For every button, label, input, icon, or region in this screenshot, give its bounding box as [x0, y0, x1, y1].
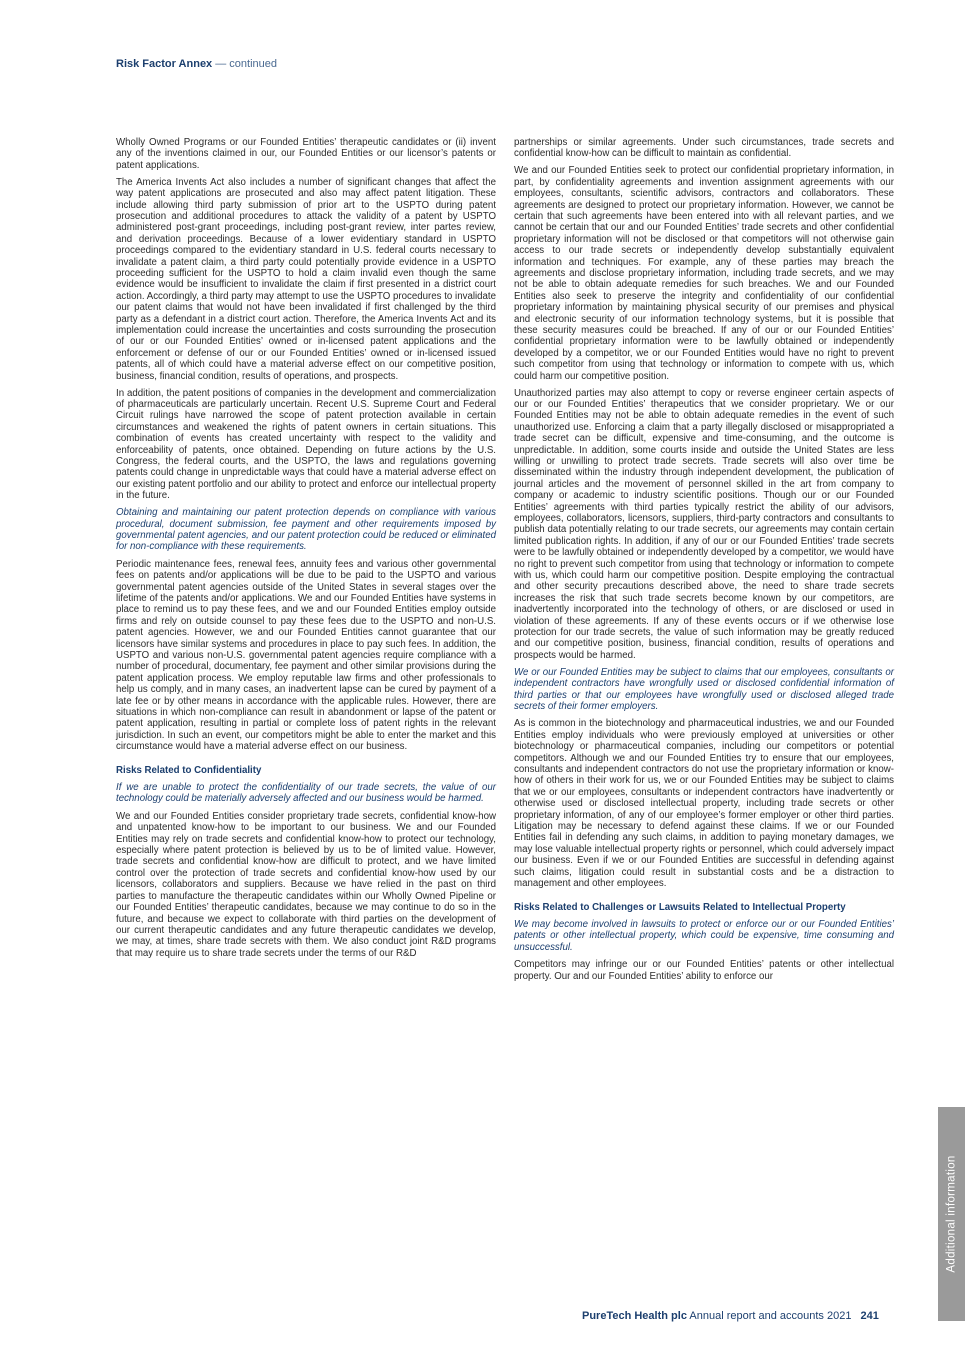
paragraph: We and our Founded Entities consider proprietary trade secrets, confidential know-how and unpatented know-how to be important to our business. We and our Founded Entities may rely on trade secrets and confidential know-how to protect our technology, especially where patent protection is believed by us to be of limited value. However, trade secrets and confidential know-how are difficult to protect, and we have limited control over the protection of trade secrets and confidential know-how used by our licensors, collaborators and suppliers. Because we have relied in the past on third parties to manufacture the therapeutic candidates within our Wholly Owned Pipeline or our Founded Entities’ therapeutic candidates, because we may continue to do so in the future, and because we expect to collaborate with third parties on the development of our current therapeutic candidates and any future therapeutic candidates we develop, we may, at times, share trade secrets with them. We also conduct joint R&D programs that may require us to share trade secrets under the terms of our R&D [116, 810, 496, 959]
right-column [514, 137, 894, 987]
paragraph: Competitors may infringe our or our Founded Entities’ patents or other intellectual property. Our and our Founded Entities’ ability to enforce our [514, 959, 894, 982]
continued-label: — continued [215, 58, 278, 70]
risk-subheading: Obtaining and maintaining our patent protection depends on compliance with various procedural, document submission, fee payment and other requirements imposed by governmental patent agencies, and our patent protection could be reduced or eliminated for non-compliance with these requirements. [116, 507, 496, 553]
footer-report: Annual report and accounts 2021 [689, 1310, 852, 1322]
section-title: Risk Factor Annex [116, 58, 213, 70]
page-footer [582, 1310, 879, 1322]
side-section-tab[interactable] [938, 1107, 965, 1321]
paragraph: In addition, the patent positions of companies in the development and commercialization of pharmaceuticals are particularly uncertain. Recent U.S. Supreme Court and Federal Circuit rulings have narrowed the scope of patent protection available in certain circumstances and weakened the rights of patent owners in certain situations. This combination of events has created uncertainty with respect to the validity and enforceability of patents, once obtained. Depending on future actions by the U.S. Congress, the federal courts, and the USPTO, the laws and regulations governing patents could change in unpredictable ways that could have a material adverse effect on our existing patent portfolio and our ability to protect and enforce our intellectual property in the future. [116, 387, 496, 502]
paragraph: Wholly Owned Programs or our Founded Entities’ therapeutic candidates or (ii) invent any of the inventions claimed in our, our Founded Entities or our licensor’s patents or patent applications. [116, 137, 496, 171]
paragraph: partnerships or similar agreements. Under such circumstances, trade secrets and confidential know-how can be difficult to maintain as confidential. [514, 137, 894, 160]
paragraph: As is common in the biotechnology and pharmaceutical industries, we and our Founded Entities employ individuals who were previously employed at universities or other biotechnology or pharmaceutical companies, including our competitors or potential competitors. Although we and our Founded Entities try to ensure that our employees, consultants and independent contractors do not use the proprietary information or know-how of others in their work for us, we or our Founded Entities may be subject to claims that we or our employees, consultants or independent contractors have inadvertently or otherwise used or disclosed intellectual property, including trade secrets or other proprietary information, of any of our employee’s former employer or other third parties. Litigation may be necessary to defend against these claims. If we or our Founded Entities fail in defending any such claims, in addition to paying monetary damages, we may lose valuable intellectual property rights or personnel, which could adversely impact our business. Even if we or our Founded Entities are successful in defending against such claims, litigation could result in substantial costs and be a distraction to management and other employees. [514, 718, 894, 890]
risk-subheading: We or our Founded Entities may be subject to claims that our employees, consultants or independent contractors have wrongfully used or disclosed confidential information of third parties or that our employees have wrongfully used or disclosed alleged trade secrets of their former employers. [514, 666, 894, 712]
footer-company: PureTech Health plc [582, 1310, 687, 1322]
risk-subheading: If we are unable to protect the confidentiality of our trade secrets, the value of our technology could be materially adversely affected and our business would be harmed. [116, 782, 496, 805]
paragraph: The America Invents Act also includes a number of significant changes that affect the way patent applications are prosecuted and also may affect patent litigation. These include allowing third party submission of prior art to the USPTO during patent prosecution and additional procedures to attack the validity of a patent by USPTO administered post-grant proceedings, including post-grant review, inter partes review, and derivation proceedings. Because of a lower evidentiary standard in USPTO proceedings compared to the evidentiary standard in U.S. federal courts necessary to invalidate a patent claim, a third party could potentially provide evidence in a USPTO proceeding sufficient for the USPTO to hold a claim invalid even though the same evidence would be insufficient to invalidate the claim if first presented in a district court action. Accordingly, a third party may attempt to use the USPTO procedures to invalidate our patent claims that would not have been invalidated if first challenged by the third party as a defendant in a district court action. Therefore, the America Invents Act and its implementation could increase the uncertainties and costs surrounding the prosecution of our or our Founded Entities’ owned or in-licensed patent applications and the enforcement or defense of our or our Founded Entities’ owned or in-licensed issued patents, all of which could have a material adverse effect on our competitive position, business, financial condition, results of operations, and prospects. [116, 176, 496, 382]
section-heading: Risks Related to Confidentiality [116, 764, 262, 776]
page-number: 241 [860, 1310, 879, 1322]
paragraph: We and our Founded Entities seek to protect our confidential proprietary information, in part, by confidentiality agreements and invention assignment agreements with our employees, consultants, scientific advisors, contractors and collaborators. These agreements are designed to protect our proprietary information. However, we cannot be certain that such agreements have been entered into with all relevant parties, and we cannot be certain that our and our Founded Entities’ trade secrets and other confidential proprietary information will not be disclosed or that competitors will not otherwise gain access to our trade secrets or independently develop substantially equivalent information and techniques. For example, any of these parties may breach the agreements and disclose proprietary information, including trade secrets, and we may not be able to obtain adequate remedies for such breaches. We and our Founded Entities also seek to preserve the integrity and confidentiality of our confidential proprietary information by maintaining physical security of our premises and physical and electronic security of our information technology systems, but it is possible that these security measures could be breached. If any of our or our Founded Entities’ confidential proprietary information were to be lawfully obtained or independently developed by a competitor, we or our Founded Entities would have no right to prevent such competitor from using that technology or information to compete with us, which could harm our competitive position. [514, 165, 894, 382]
paragraph: Unauthorized parties may also attempt to copy or reverse engineer certain aspects of our or our Founded Entities’ therapeutics that we consider proprietary. We or our Founded Entities may not be able to obtain adequate remedies in the event of such unauthorized use. Enforcing a claim that a party illegally disclosed or misappropriated a trade secret can be difficult, expensive and time-consuming, and the outcome is unpredictable. In addition, some courts inside and outside the United States are less willing or unwilling to protect trade secrets. Trade secrets will also over time be disseminated within the industry through independent development, the publication of journal articles and the movement of personnel skilled in the art from company to company or academic to industry scientific positions. Though our or our Founded Entities’ agreements with third parties typically restrict the ability of our advisors, employees, collaborators, licensors, suppliers, third-party contractors and consultants to publish data potentially relating to our trade secrets, our agreements may contain certain limited publication rights. In addition, if any of our or our Founded Entities’ trade secrets were to be lawfully obtained or independently developed by a competitor, we would have no right to prevent such competitor from using that technology or information to compete with us, which could harm our competitive position. Despite employing the contractual and other security precautions described above, the need to share trade secrets increases the risk that such trade secrets become known by our competitors, are inadvertently incorporated into the technology of others, or are disclosed or used in violation of these agreements. If any of these events occurs or if we otherwise lose protection for our trade secrets, the value of such information may be greatly reduced and our competitive position, business, financial condition, results of operations and prospects would be harmed. [514, 387, 894, 661]
left-column [116, 137, 496, 965]
risk-subheading: We may become involved in lawsuits to protect or enforce our or our Founded Entities’ patents or other intellectual property, which could be expensive, time consuming and unsuccessful. [514, 918, 894, 953]
paragraph: Periodic maintenance fees, renewal fees, annuity fees and various other governmental fees on patents and/or applications will be due to be paid to the USPTO and various governmental patent agencies outside of the United States in several stages over the lifetime of the patents and/or applications. We and our Founded Entities have systems in place to remind us to pay these fees, and we and our Founded Entities employ outside firms and rely on outside counsel to pay these fees due to the USPTO and non-U.S. patent agencies. However, we and our Founded Entities cannot guarantee that our licensors have similar systems and procedures in place to pay such fees. In addition, the USPTO and various non-U.S. governmental patent agencies require compliance with a number of procedural, documentary, fee payment and other similar provisions during the patent application process. We employ reputable law firms and other professionals to help us comply, and in many cases, an inadvertent lapse can be cured by payment of a late fee or by other means in accordance with the applicable rules. However, there are situations in which non-compliance can result in abandonment or lapse of the patent or patent application, resulting in partial or complete loss of patent rights in the relevant jurisdiction. In such an event, our competitors might be able to enter the market and this circumstance would have a material adverse effect on our business. [116, 558, 496, 753]
section-heading: Risks Related to Challenges or Lawsuits Related to Intellectual Property [514, 901, 846, 913]
side-tab-label: Additional information [945, 1155, 958, 1273]
running-header [116, 58, 277, 70]
